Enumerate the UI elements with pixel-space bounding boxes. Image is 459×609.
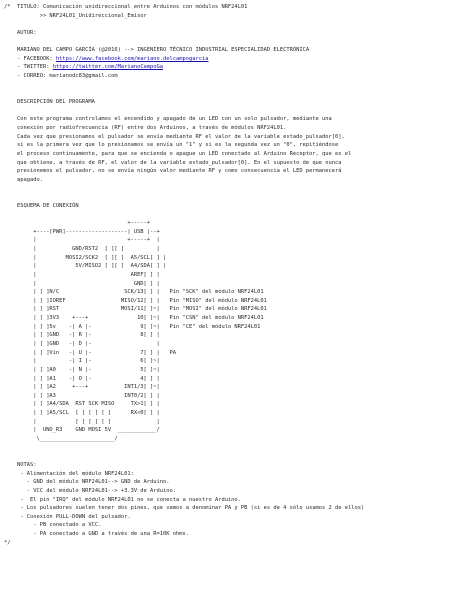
code-line (4, 331, 364, 340)
code-line (4, 141, 364, 150)
code-line-text: el proceso continuamente, para que se encienda o apague un LED conectado al Arduino Receptor, que es el (4, 150, 352, 157)
code-line-text: | [ ]GND -| R |- 8[ ] | (4, 332, 160, 339)
code-line (4, 288, 364, 297)
code-line (4, 115, 364, 124)
code-line-text: | [ ]A5/SCL [ ] [ ] [ ] RX<0[ ] | (4, 410, 160, 417)
code-line-text: | [ ]IOREF MISO/12[ ] | Pin "MISO" del módulo NRF24L01 (4, 297, 267, 304)
code-line-text: | +-----+ | (4, 237, 160, 244)
code-line (4, 236, 364, 245)
code-line (4, 392, 364, 401)
code-line-text: Cada vez que presionamos el pulsador se envía mediante RF el valor de la variable estado_pulsador[0], (4, 133, 345, 140)
code-line-text: | [ ]5v -| A |- 9[ ]~| Pin "CE" del módulo NRF24L01 (4, 323, 261, 330)
hyperlink[interactable]: https://www.facebook.com/mariano.delcampogarcia (55, 55, 209, 62)
code-line (4, 409, 364, 418)
code-line (4, 167, 364, 176)
code-line (4, 478, 364, 487)
code-line (4, 210, 364, 219)
code-line (4, 133, 364, 142)
code-line-text: que obtiene, a través de RF, el valor de la variable estado_pulsador[0]. En el supuesto de que nunca (4, 159, 342, 166)
code-line-text: - PB conectado a VCC. (4, 522, 102, 529)
code-line (4, 12, 364, 21)
code-line (4, 418, 364, 427)
code-line (4, 487, 364, 496)
code-line (4, 262, 364, 271)
code-line (4, 461, 364, 470)
code-line (4, 400, 364, 409)
code-line (4, 193, 364, 202)
code-line (4, 98, 364, 107)
code-line (4, 271, 364, 280)
code-line (4, 323, 364, 332)
code-line (4, 29, 364, 38)
code-line-text: | -| I |- 6[ ]~| (4, 358, 160, 365)
code-line (4, 444, 364, 453)
code-line-text: conexión por radiofrecuencia (RF) entre dos Arduinos, a través de módulos NRF24L01. (4, 124, 287, 131)
code-line-text: | [ ] [ ] [ ] | (4, 418, 160, 425)
code-line-text: | [ ]3V3 +---+ 10[ ]~| Pin "CSN" del módulo NRF24L01 (4, 315, 264, 322)
code-line-text: | [ ]A0 -| N |- 5[ ]~| (4, 366, 160, 373)
code-line-text: - FACEBOOK: (4, 55, 56, 62)
code-line (4, 349, 364, 358)
code-line (4, 383, 364, 392)
code-line (4, 202, 364, 211)
code-line-text: | [ ]N/C SCK/13[ ] | Pin "SCK" del módulo NRF24L01 (4, 289, 264, 296)
code-line (4, 297, 364, 306)
code-line-text: | [ ]A1 -| O |- 4[ ] | (4, 375, 160, 382)
code-line (4, 72, 364, 81)
code-line-text: - TWITTER: (4, 64, 53, 71)
code-line (4, 81, 364, 90)
code-line-text: | [ ]A3 INT0/2[ ] | (4, 392, 160, 399)
code-line-text: Con este programa controlamos el encendido y apagado de un LED con un solo pulsador, mediante una (4, 116, 332, 123)
code-line-text: - Alimentación del módulo NRF24L01: (4, 470, 134, 477)
code-line (4, 124, 364, 133)
code-line-text: NOTAS: (4, 461, 37, 468)
code-line (4, 254, 364, 263)
code-line-text: /* TITULO: Comunicación unidireccional entre Arduinos con módulos NRF24L01 (4, 4, 248, 10)
code-line (4, 539, 364, 548)
code-line-text: - GND del módulo NRF24L01--> GND de Arduino. (4, 479, 170, 486)
code-line (4, 107, 364, 116)
code-line-text: | [ ]GND -| D |- | (4, 340, 160, 347)
code-line (4, 314, 364, 323)
code-line (4, 280, 364, 289)
code-line (4, 426, 364, 435)
code-line-link (4, 63, 364, 72)
code-line (4, 184, 364, 193)
code-line-text: | [ ]A4/SDA RST SCK MISO TX>1[ ] | (4, 401, 160, 408)
code-line-text: \_______________________/ (4, 436, 118, 443)
code-line-text: | GND[ ] | (4, 280, 160, 287)
code-line-text: | [ ]RST MOSI/11[ ]~| Pin "MOSI" del módulo NRF24L01 (4, 306, 267, 313)
code-line-text: - Los pulsadores suelen tener dos pines, que vamos a denominar PA y PB (si es de 4 sólo usamos 2 de ellos) (4, 505, 365, 512)
code-line-text: | UNO_R3 GND MOSI 5V ____________/ (4, 427, 160, 434)
code-line-text: +----[PWR]-------------------| USB |--+ (4, 228, 160, 235)
code-line (4, 305, 364, 314)
code-line (4, 366, 364, 375)
code-line (4, 46, 364, 55)
code-line-text: - PA conectado a GND a través de una R=10K ohms. (4, 531, 189, 538)
code-line (4, 3, 364, 12)
code-line-text: | 5V/MISO2 [ ][ ] A4/SDA[ ] | (4, 263, 167, 270)
code-line (4, 357, 364, 366)
code-line-text: - VCC del módulo NRF24L01--> +3.3V de Arduino. (4, 487, 177, 494)
code-line-text: - El pin "IRQ" del módulo NRF24L01 no se conecta a nuestro Arduino. (4, 496, 241, 503)
code-line (4, 340, 364, 349)
code-line-text: ESQUEMA DE CONEXIÓN (4, 202, 79, 209)
code-line-text: | AREF[ ] | (4, 271, 160, 278)
code-line-text: >> NRF24L01_Unidireccional_Emisor (4, 12, 147, 19)
code-line (4, 375, 364, 384)
code-line (4, 530, 364, 539)
code-line (4, 470, 364, 479)
code-line-text: | GND/RST2 [ ][ ] | (4, 245, 160, 252)
code-comment-block (4, 3, 364, 547)
code-line-text: MARIANO DEL CAMPO GARCÍA (@2016) --> INGENIERO TÉCNICO INDUSTRIAL ESPECIALIDAD ELECTRÓNICA (4, 47, 310, 54)
code-line-text: | [ ]A2 +---+ INT1/3[ ]~| (4, 384, 160, 391)
code-line-text: DESCRIPCIÓN DEL PROGRAMA (4, 99, 95, 106)
code-line-text: | MOSI2/SCK2 [ ][ ] A5/SCL[ ] | (4, 254, 167, 261)
code-line-link (4, 55, 364, 64)
code-line (4, 435, 364, 444)
code-line-text: - Conexión PULL-DOWN del pulsador. (4, 513, 131, 520)
code-line (4, 219, 364, 228)
code-line-text: - CORREO: marianodc83@gmail.com (4, 73, 118, 80)
code-line-text: +-----+ (4, 220, 151, 227)
code-line-text: AUTOR: (4, 29, 37, 36)
code-line-text: presionemos el pulsador, no se envía ningún valor mediante RF y como consecuencia el LED permanecerá (4, 168, 342, 175)
code-line-text: si es la primera vez que lo presionamos se envía un "1" y si es la segunda vez un "0", repitiéndose (4, 142, 339, 149)
code-line (4, 89, 364, 98)
code-line (4, 521, 364, 530)
code-line (4, 150, 364, 159)
code-line (4, 452, 364, 461)
code-line (4, 159, 364, 168)
code-line (4, 496, 364, 505)
code-line (4, 245, 364, 254)
code-line (4, 176, 364, 185)
code-line-text: apagado. (4, 176, 43, 183)
code-line-text: | [ ]Vin -| U |- 7[ ] | PA (4, 349, 177, 356)
code-line (4, 38, 364, 47)
code-line-text: */ (4, 539, 11, 546)
code-line (4, 228, 364, 237)
code-line (4, 504, 364, 513)
code-line (4, 20, 364, 29)
hyperlink[interactable]: https://twitter.com/MarianoCampoGa (52, 64, 164, 71)
code-line (4, 513, 364, 522)
